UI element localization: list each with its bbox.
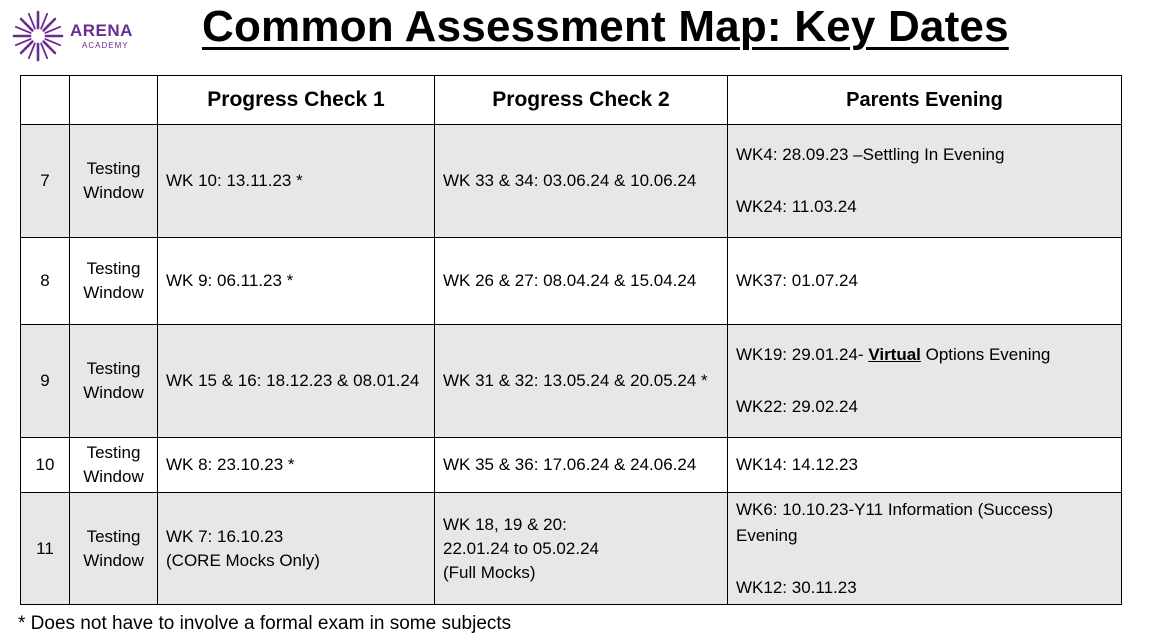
pc1-line: WK 10: 13.11.23 *: [166, 171, 303, 190]
window-line: Window: [83, 383, 144, 402]
window-cell: [70, 325, 158, 438]
page-title: Common Assessment Map: Key Dates: [202, 2, 1009, 51]
table-row: [21, 238, 1122, 325]
pe-line: [736, 342, 1113, 368]
header-year: [21, 76, 70, 125]
window-line: Testing: [86, 359, 141, 378]
pe-cell: [728, 325, 1122, 438]
pe-line: WK12: 30.11.23: [736, 577, 857, 597]
pc2-line: WK 33 & 34: 03.06.24 & 10.06.24: [443, 171, 697, 190]
pc1-cell: [158, 438, 435, 493]
year-cell: 11: [21, 493, 70, 605]
header-progress-check-2: Progress Check 2: [435, 76, 728, 125]
pe-cell: [728, 438, 1122, 493]
table-row: [21, 325, 1122, 438]
pc2-cell: [435, 125, 728, 238]
assessment-table: [20, 75, 1122, 605]
logo-name: ARENA: [70, 21, 133, 40]
year-cell: 7: [21, 125, 70, 238]
window-cell: [70, 238, 158, 325]
pc2-cell: [435, 238, 728, 325]
pe-emphasis: Virtual: [868, 345, 921, 364]
pe-cell: [728, 238, 1122, 325]
pc1-line: WK 15 & 16: 18.12.23 & 08.01.24: [166, 371, 420, 390]
window-line: Testing: [86, 159, 141, 178]
pc1-cell: [158, 238, 435, 325]
pe-text: Options Evening: [920, 345, 1051, 364]
pe-cell: [728, 125, 1122, 238]
footnote: * Does not have to involve a formal exam in some subjects: [18, 613, 512, 634]
pe-gap: [736, 368, 1113, 394]
arena-burst-icon: [12, 10, 64, 62]
year-cell: 10: [21, 438, 70, 493]
logo-subtitle: ACADEMY: [82, 41, 129, 50]
pe-line: WK6: 10.10.23-Y11 Information (Success) Evening: [736, 499, 1054, 545]
pc2-cell: [435, 325, 728, 438]
pc1-line: WK 7: 16.10.23: [166, 526, 284, 546]
window-cell: [70, 438, 158, 493]
pc2-line: 22.01.24 to 05.02.24: [443, 538, 599, 558]
table-row: [21, 438, 1122, 493]
pc2-cell: [435, 438, 728, 493]
table-row: [21, 493, 1122, 605]
pe-line: WK37: 01.07.24: [736, 271, 858, 290]
window-line: Testing: [86, 259, 141, 278]
pe-text: WK19: 29.01.24-: [736, 345, 869, 364]
year-cell: 9: [21, 325, 70, 438]
pc1-line: (CORE Mocks Only): [166, 550, 320, 570]
pc1-line: WK 8: 23.10.23 *: [166, 455, 295, 474]
pe-cell: [728, 493, 1122, 605]
window-line: Window: [83, 283, 144, 302]
window-line: Window: [83, 467, 144, 486]
window-cell: [70, 493, 158, 605]
logo: [12, 6, 152, 66]
pc1-cell: [158, 325, 435, 438]
pe-line: WK4: 28.09.23 –Settling In Evening: [736, 145, 1005, 164]
pe-line: WK24: 11.03.24: [736, 197, 857, 216]
header-window: [70, 76, 158, 125]
pc2-line: WK 31 & 32: 13.05.24 & 20.05.24 *: [443, 371, 708, 390]
window-line: Window: [83, 550, 144, 570]
table-row: [21, 125, 1122, 238]
window-line: Window: [83, 183, 144, 202]
pc2-line: (Full Mocks): [443, 562, 536, 582]
window-cell: [70, 125, 158, 238]
window-line: Testing: [86, 526, 141, 546]
header-parents-evening: Parents Evening: [728, 76, 1122, 125]
logo-text: [70, 22, 133, 50]
pc1-cell: [158, 493, 435, 605]
window-line: Testing: [86, 443, 141, 462]
pe-line: WK22: 29.02.24: [736, 397, 858, 416]
pc2-line: WK 26 & 27: 08.04.24 & 15.04.24: [443, 271, 697, 290]
year-cell: 8: [21, 238, 70, 325]
pc2-line: WK 18, 19 & 20:: [443, 514, 567, 534]
pc1-cell: [158, 125, 435, 238]
pe-line: WK14: 14.12.23: [736, 455, 858, 474]
pe-gap: [736, 168, 1113, 194]
pc2-cell: [435, 493, 728, 605]
pc2-line: WK 35 & 36: 17.06.24 & 24.06.24: [443, 455, 697, 474]
header-row: [21, 76, 1122, 125]
pe-gap: [736, 549, 1113, 575]
pc1-line: WK 9: 06.11.23 *: [166, 271, 294, 290]
header-progress-check-1: Progress Check 1: [158, 76, 435, 125]
